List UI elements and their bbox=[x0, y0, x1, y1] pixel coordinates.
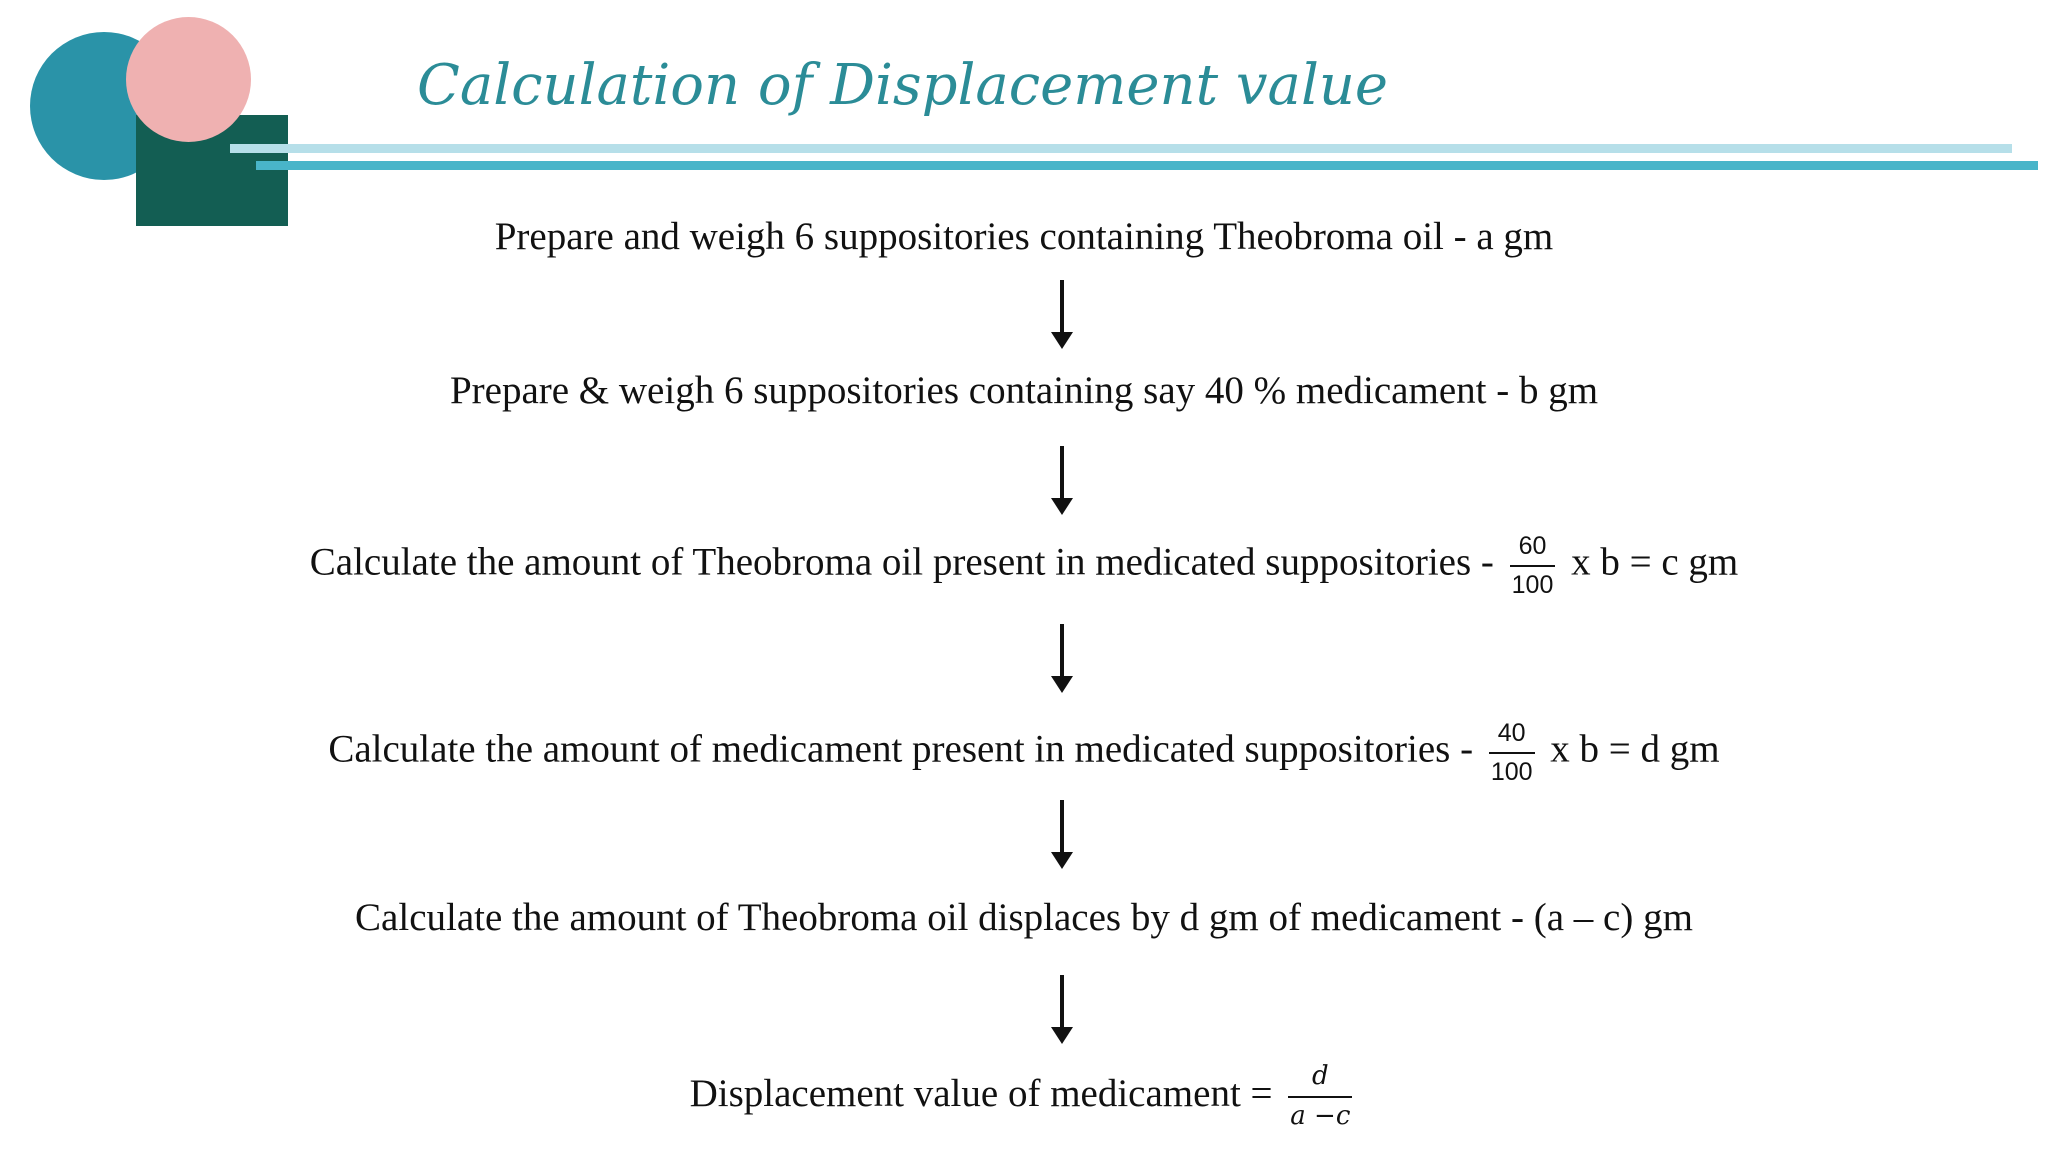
step-3-text: Calculate the amount of Theobroma oil present in medicated suppositories - bbox=[309, 540, 1494, 584]
step-3 bbox=[0, 532, 2048, 600]
title-rule-light bbox=[230, 144, 2012, 153]
step-4 bbox=[0, 719, 2048, 787]
fraction-denominator: 100 bbox=[1510, 565, 1556, 600]
step-5 bbox=[0, 898, 2048, 937]
fraction-numerator: 60 bbox=[1518, 532, 1547, 560]
title-rule-dark bbox=[256, 161, 2038, 170]
fraction-numerator: d bbox=[1312, 1061, 1329, 1091]
slide-title: Calculation of Displacement value bbox=[417, 53, 1389, 118]
fraction-denominator: a −c bbox=[1288, 1096, 1352, 1132]
fraction-denominator: 100 bbox=[1489, 752, 1535, 787]
step-6-result bbox=[0, 1062, 2048, 1132]
step-6-text: Displacement value of medicament = bbox=[689, 1071, 1273, 1115]
step-4-suffix: x b = d gm bbox=[1550, 727, 1720, 771]
decorative-circle-pink bbox=[126, 17, 251, 142]
step-1-text: Prepare and weigh 6 suppositories containing Theobroma oil - a gm bbox=[494, 215, 1554, 258]
step-5-text: Calculate the amount of Theobroma oil displaces by d gm of medicament - (a – c) gm bbox=[355, 896, 1693, 939]
fraction-60-over-100 bbox=[1510, 532, 1556, 600]
fraction-numerator: 40 bbox=[1497, 719, 1526, 747]
fraction-40-over-100 bbox=[1489, 719, 1535, 787]
step-1 bbox=[0, 217, 2048, 256]
step-2-text: Prepare & weigh 6 suppositories containing say 40 % medicament - b gm bbox=[449, 369, 1599, 412]
step-3-suffix: x b = c gm bbox=[1571, 540, 1739, 584]
fraction-d-over-a-minus-c bbox=[1288, 1062, 1352, 1132]
step-2 bbox=[0, 371, 2048, 410]
step-4-text: Calculate the amount of medicament present in medicated suppositories - bbox=[328, 727, 1474, 771]
